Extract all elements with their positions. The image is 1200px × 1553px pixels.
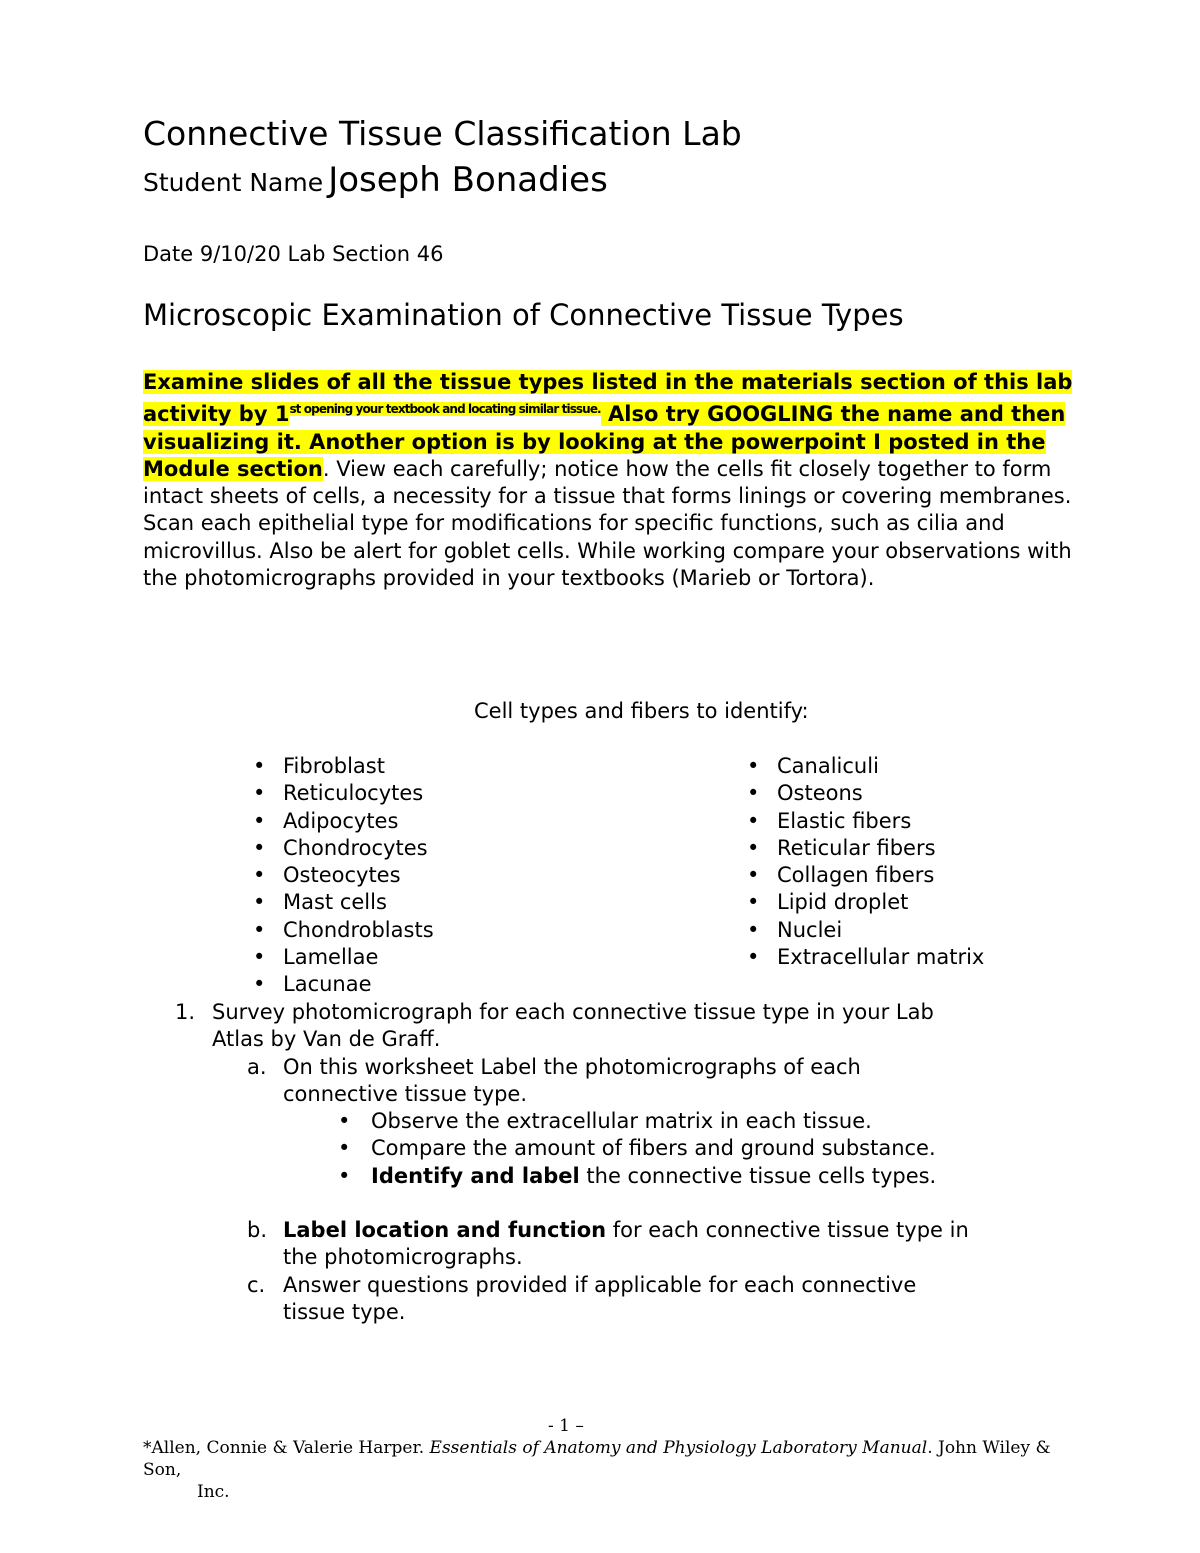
instruction-item-1: 1. Survey photomicrograph for each connective tissue type in your Lab (175, 999, 969, 1026)
bullet: • (253, 972, 266, 997)
bullet: • (747, 781, 760, 806)
intro-paragraph-rest: . View each carefully; notice how the cells fit closely together to form intact sheets of cells, a necessity for a tissue that forms linings or covering membranes. Scan each epithelial type for modifications for specific functions, such as cilia and microvillus. Also be alert for goblet cells. While working compare your observations with the photomicrographs provided in your textbooks (Marieb or Tortora). (143, 456, 1072, 591)
cell-type-label: Canaliculi (777, 754, 879, 778)
cell-type-item (253, 835, 434, 862)
cell-type-label: Mast cells (283, 890, 387, 915)
student-name-value: Joseph Bonadies (328, 160, 608, 200)
sub-bullet-1: • Observe the extracellular matrix in each tissue. (175, 1108, 969, 1135)
bullet: • (747, 945, 760, 970)
cell-type-item (253, 971, 434, 998)
bullet: • (747, 835, 760, 860)
cell-type-item (253, 889, 434, 916)
list-number: 1. (175, 1000, 196, 1024)
bullet: • (253, 754, 266, 778)
cell-type-label: Extracellular matrix (777, 945, 985, 970)
cell-type-item (253, 753, 434, 780)
cell-type-item (253, 944, 434, 971)
bullet: • (253, 781, 266, 806)
cell-type-item (253, 780, 434, 807)
cell-type-item (747, 862, 984, 889)
list-letter: c. (247, 1272, 266, 1297)
cell-type-label: Collagen fibers (777, 863, 935, 888)
cell-type-item (747, 780, 984, 807)
cell-type-label: Osteons (777, 781, 863, 806)
cell-type-item (747, 917, 984, 944)
bullet: • (253, 808, 266, 833)
cell-type-label: Lamellae (283, 945, 379, 970)
cell-type-item (747, 808, 984, 835)
cell-type-label: Fibroblast (283, 754, 385, 778)
highlighted-superscript: st opening your textbook and locating similar tissue. (289, 402, 601, 417)
bullet: • (253, 863, 266, 888)
page-number: - 1 – (548, 1416, 584, 1436)
bullet: • (747, 754, 760, 778)
cell-type-item (253, 917, 434, 944)
bullet: • (338, 1163, 351, 1188)
list-letter: b. (247, 1218, 268, 1243)
highlighted-instruction-1: Examine slides of all the tissue types listed in the materials section of this lab activity by 1 (143, 370, 1073, 427)
date-section-line: Date 9/10/20 Lab Section 46 (143, 242, 444, 266)
list-letter: a. (247, 1054, 267, 1079)
cell-type-item (747, 753, 984, 780)
bullet: • (747, 808, 760, 833)
instruction-item-c: c. Answer questions provided if applicable for each connective (175, 1272, 969, 1299)
cell-type-label: Elastic fibers (777, 808, 912, 833)
bullet: • (747, 917, 760, 942)
document-title: Connective Tissue Classification Lab (143, 114, 742, 153)
sub-bullet-2: • Compare the amount of fibers and ground substance. (175, 1135, 969, 1162)
bullet: • (338, 1109, 351, 1134)
bullet: • (253, 890, 266, 915)
section-subtitle: Microscopic Examination of Connective Tissue Types (143, 298, 904, 332)
instruction-item-a: a. On this worksheet Label the photomicrographs of each (175, 1054, 969, 1081)
cell-types-heading: Cell types and fibers to identify: (474, 699, 809, 723)
cell-type-label: Osteocytes (283, 863, 401, 888)
bullet: • (747, 863, 760, 888)
bullet: • (747, 890, 760, 915)
cell-type-label: Lipid droplet (777, 890, 909, 915)
student-name-label: Student Name (143, 168, 324, 197)
cell-type-label: Adipocytes (283, 808, 399, 833)
cell-type-label: Lacunae (283, 972, 372, 997)
cell-type-label: Chondroblasts (283, 917, 434, 942)
cell-type-item (253, 808, 434, 835)
cell-type-label: Reticular fibers (777, 835, 936, 860)
highlighted-instruction-2: Also try GOOGLING the name and then visualizing it. Another option is by looking at the powerpoint I posted in the Module section (143, 402, 1066, 481)
cell-type-item (747, 835, 984, 862)
student-name-line (143, 160, 608, 200)
instruction-list: 1. Survey photomicrograph for each connective tissue type in your Lab Atlas by Van de Graff. a. On this worksheet Label the photomicrographs of each connective tissue type. • Observe the extracellular matrix in each tissue. • Compare the amount of fibers and ground substance. • Identify and label the connective tissue cells types. b. Label location and function for each connective tissue type in the photomicrographs. c. Answer questions provided if applicable for each connective tissue type. (175, 1000, 969, 1324)
instruction-item-b: b. Label location and function for each connective tissue type in (175, 1217, 969, 1244)
cell-type-label: Reticulocytes (283, 781, 424, 806)
intro-paragraph (143, 369, 1073, 592)
cell-types-list-left (253, 753, 434, 999)
bullet: • (253, 917, 266, 942)
bullet: • (253, 835, 266, 860)
bullet: • (338, 1136, 351, 1161)
cell-type-item (747, 944, 984, 971)
sub-bullet-3: • Identify and label the connective tissue cells types. (175, 1163, 969, 1190)
cell-types-list-right (747, 753, 984, 971)
bullet: • (253, 945, 266, 970)
footer-citation: *Allen, Connie & Valerie Harper. Essentials of Anatomy and Physiology Laboratory Manual. John Wiley & Son, Inc. (143, 1438, 1051, 1502)
cell-type-label: Nuclei (777, 917, 843, 942)
cell-type-item (747, 889, 984, 916)
cell-type-label: Chondrocytes (283, 835, 428, 860)
cell-type-item (253, 862, 434, 889)
